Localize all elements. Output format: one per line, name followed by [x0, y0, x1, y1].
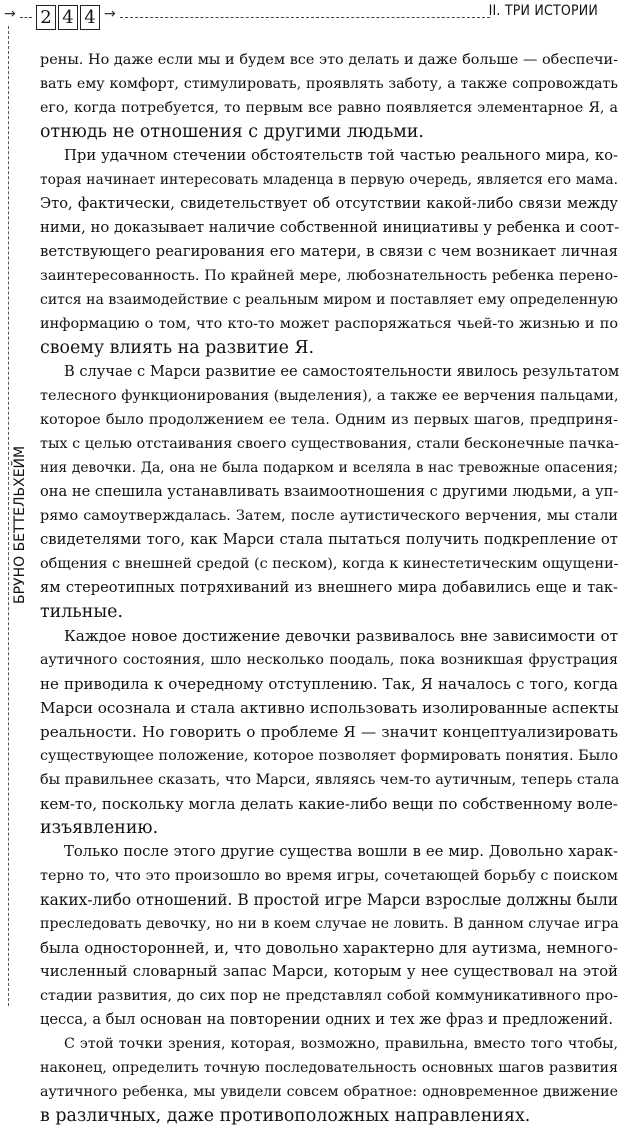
text-line: была односторонней, и, что довольно характерно для аутизма, немного- — [40, 939, 618, 957]
text-line: в различных, даже противоположных направлениях. — [40, 1106, 531, 1126]
text-line: его, когда потребуется, то первым все равно появляется элементарное Я, а — [40, 100, 618, 116]
text-line: существующее положение, которое позволяет формировать понятия. Было — [40, 748, 618, 764]
paragraph — [40, 1032, 618, 1128]
text-line: сится на взаимодействие с реальным миром и поставляет ему определенную — [40, 292, 618, 308]
text-line: численный словарный запас Марси, которым у нее существовал на этой — [40, 963, 618, 980]
paragraph — [40, 360, 618, 624]
author-name-vertical: БРУНО БЕТТЕЛЬХЕЙМ — [12, 445, 28, 604]
text-line: В случае с Марси развитие ее самостоятельности явилось результатом — [64, 363, 620, 380]
text-line: терно то, что это произошло во время игры, сочетающей борьбу с поиском — [40, 868, 618, 884]
text-line: С этой точки зрения, которая, возможно, правильна, вместо того чтобы, — [64, 1036, 618, 1052]
text-line: ветствующего реагирования его матери, в связи с чем возникает личная — [40, 243, 618, 260]
text-line: каких-либо отношений. В простой игре Марси взрослые должны были — [40, 891, 618, 909]
paragraph — [40, 624, 618, 840]
running-title: II. ТРИ ИСТОРИИ — [488, 3, 598, 19]
text-line: своему влиять на развитие Я. — [40, 338, 315, 358]
text-line: ния девочки. Да, она не была подарком и вселяла в нас тревожные опасения; — [40, 460, 618, 476]
text-line: общения с внешней средой (с песком), когда к кинестетическим ощущени- — [40, 556, 619, 572]
paragraph — [40, 144, 618, 360]
text-line: Марси осознала и стала активно использовать изолированные аспекты — [40, 699, 619, 717]
paragraph — [40, 48, 618, 144]
page-number-digit-1: 2 — [36, 5, 56, 30]
text-line: реальности. Но говорить о проблеме Я — значит концептуализировать — [40, 723, 618, 741]
header-ornament-left: → — [4, 6, 16, 22]
header-ornament-right: → — [104, 6, 116, 22]
text-line: наконец, определить точную последовательность основных шагов развития — [40, 1060, 618, 1076]
text-line: изъявлению. — [40, 818, 159, 838]
text-line: аутичного состояния, шло несколько поодаль, пока возникшая фрустрация — [40, 652, 618, 668]
header-rule-right — [120, 17, 490, 18]
text-line: тых с целью отстаивания своего существования, стали бесконечные пачка- — [40, 436, 620, 452]
text-line: ям стереотипных потряхиваний из внешнего мира добавились еще и так- — [40, 579, 618, 596]
text-line: заинтересованность. По крайней мере, любознательность ребенка перено- — [40, 268, 618, 284]
text-line: рены. Но даже если мы и будем все это делать и даже больше — обеспечи- — [40, 52, 618, 68]
page-number-digit-3: 4 — [80, 5, 100, 30]
text-line: кем-то, поскольку могла делать какие-либо вещи по собственному воле- — [40, 795, 618, 813]
text-line: Только после этого другие существа вошли в ее мир. Довольно харак- — [64, 843, 618, 860]
text-line: она не спешила устанавливать взаимоотношения с другими людьми, а уп- — [40, 483, 619, 500]
text-line: бы правильнее сказать, что Марси, являясь чем-то аутичным, теперь стала — [40, 772, 620, 788]
text-line: торая начинает интересовать младенца в первую очередь, является его мама. — [40, 172, 618, 188]
body-text — [40, 48, 618, 1128]
text-line: которое было продолжением ее тела. Одним из первых шагов, предприня- — [40, 412, 618, 428]
header-rule-left — [20, 17, 32, 18]
paragraph — [40, 840, 618, 1032]
text-line: стадии развития, до сих пор не представлял собой коммуникативного про- — [40, 988, 618, 1004]
text-line: отнюдь не отношения с другими людьми. — [40, 122, 424, 142]
text-line: свидетелями того, как Марси стала пытаться получить подкрепление от — [40, 531, 618, 548]
text-line: При удачном стечении обстоятельств той частью реального мира, ко- — [64, 147, 618, 164]
text-line: телесного функционирования (выделения), а также ее верчения пальцами, — [40, 388, 619, 404]
side-rule — [8, 26, 9, 1006]
text-line: Каждое новое достижение девочки развивалось вне зависимости от — [64, 627, 618, 645]
text-line: тильные. — [40, 602, 123, 622]
text-line: информацию о том, что кто-то может распоряжаться чьей-то жизнью и по — [40, 316, 618, 332]
text-line: аутичного ребенка, мы увидели совсем обратное: одновременное движение — [40, 1084, 618, 1100]
text-line: вать ему комфорт, стимулировать, проявлять заботу, а также сопровождать — [40, 76, 618, 92]
text-line: ними, но доказывает наличие собственной инициативы у ребенка и соот- — [40, 219, 620, 236]
text-line: цесса, а был основан на повторении одних и тех же фраз и предложений. — [40, 1011, 614, 1028]
text-line: Это, фактически, свидетельствует об отсутствии какой-либо связи между — [40, 195, 618, 212]
page-number-digit-2: 4 — [58, 5, 78, 30]
running-header — [0, 0, 620, 40]
text-line: рямо самоутверждалась. Затем, после аутистического верчения, мы стали — [40, 508, 618, 524]
text-line: не приводила к очередному отступлению. Так, Я началось с того, когда — [40, 675, 618, 693]
text-line: преследовать девочку, но ни в коем случае не ловить. В данном случае игра — [40, 916, 619, 932]
